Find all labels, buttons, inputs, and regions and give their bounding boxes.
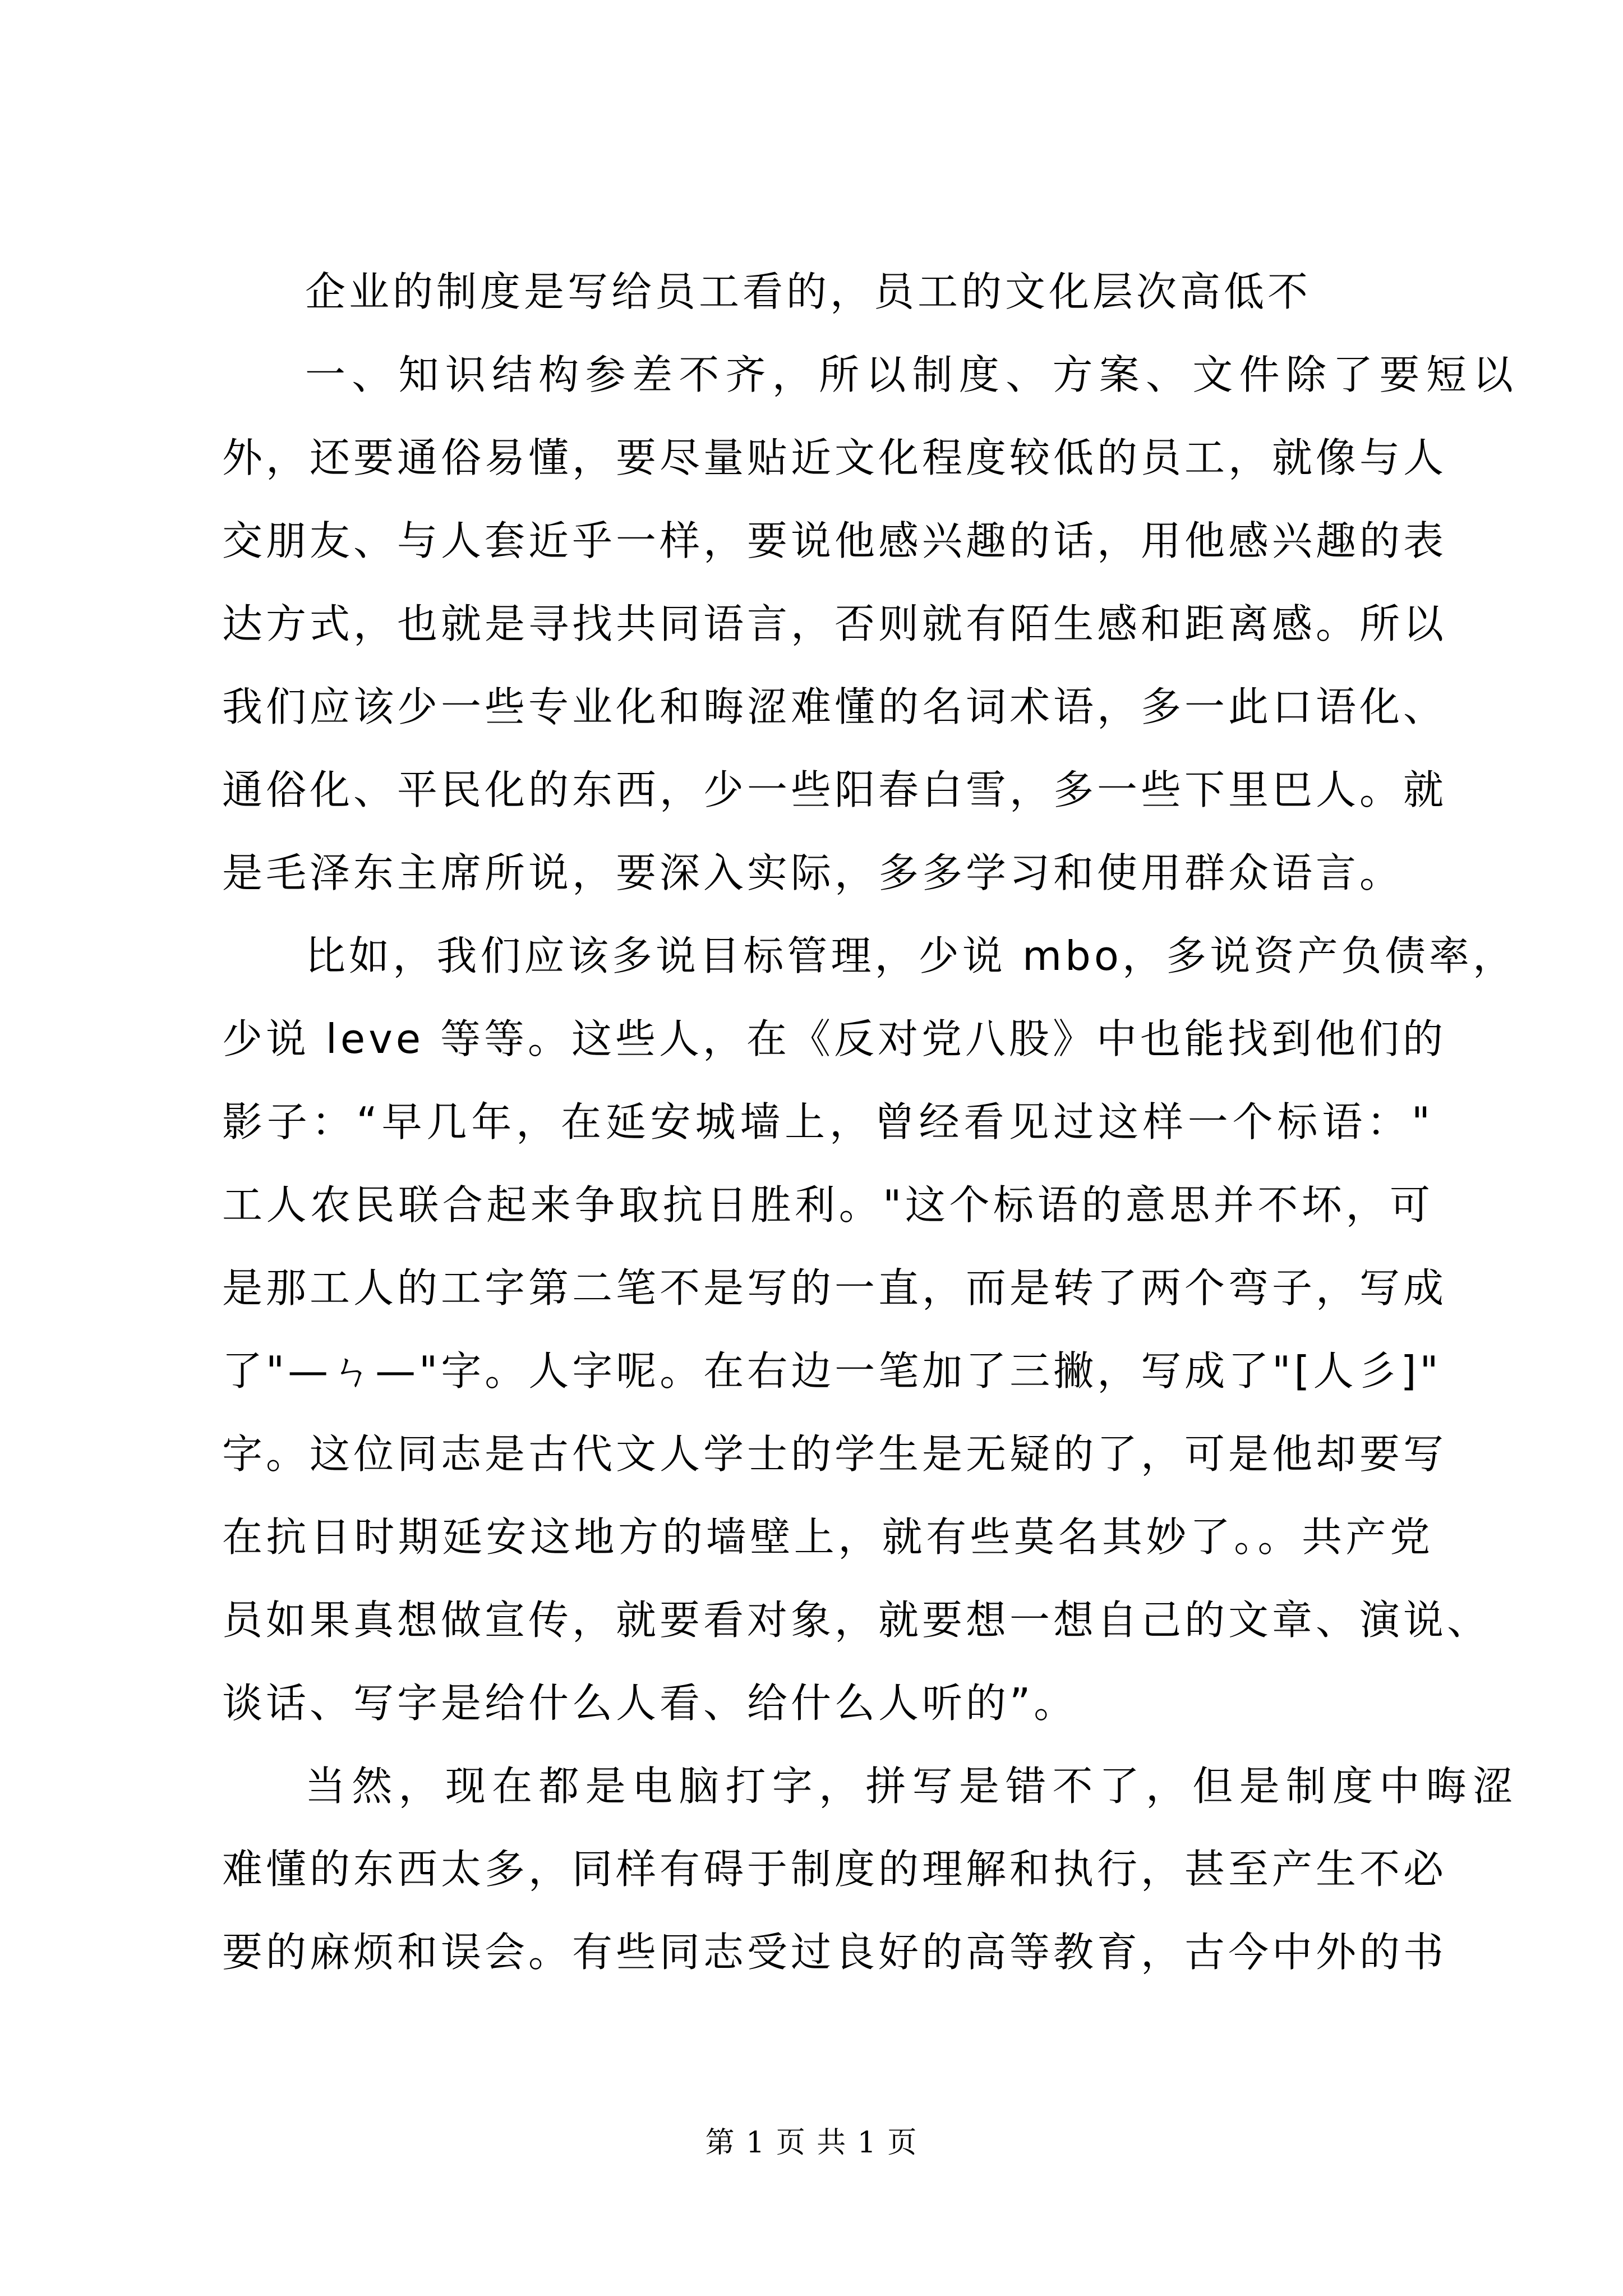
paragraph-line: 一、知识结构参差不齐，所以制度、方案、文件除了要短以 <box>305 351 1516 398</box>
paragraph-line: 谈话、写字是给什么人看、给什么人听的”。 <box>222 1680 1078 1727</box>
paragraph-line: 字。这位同志是古代文人学士的学生是无疑的了，可是他却要写 <box>222 1430 1447 1478</box>
paragraph-line: 难懂的东西太多，同样有碍于制度的理解和执行，甚至产生不必 <box>222 1846 1447 1893</box>
paragraph-line: 我们应该少一些专业化和晦涩难懂的名词术语，多一此口语化、 <box>222 683 1447 730</box>
paragraph-line: 外，还要通俗易懂，要尽量贴近文化程度较低的员工，就像与人 <box>222 434 1447 481</box>
paragraph-line: 当然，现在都是电脑打字，拼写是错不了，但是制度中晦涩 <box>305 1763 1516 1810</box>
paragraph-line: 了"—ㄣ—"字。人字呢。在右边一笔加了三撇，写成了"[人彡]" <box>222 1347 1442 1395</box>
paragraph-line: 是毛泽东主席所说，要深入实际，多多学习和使用群众语言。 <box>222 849 1404 896</box>
paragraph-line: 企业的制度是写给员工看的，员工的文化层次高低不 <box>305 268 1312 315</box>
paragraph-line: 在抗日时期延安这地方的墙壁上，就有些莫名其妙了。。共产党 <box>222 1513 1433 1561</box>
paragraph-line: 工人农民联合起来争取抗日胜利。"这个标语的意思并不坏，可 <box>222 1181 1433 1228</box>
paragraph-line: 达方式，也就是寻找共同语言，否则就有陌生感和距离感。所以 <box>222 600 1447 647</box>
paragraph-line: 少说 leve 等等。这些人，在《反对党八股》中也能找到他们的 <box>222 1015 1446 1062</box>
paragraph-line: 交朋友、与人套近乎一样，要说他感兴趣的话，用他感兴趣的表 <box>222 517 1447 564</box>
page-footer: 第 1 页 共 1 页 <box>705 2126 918 2160</box>
paragraph-line: 比如，我们应该多说目标管理，少说 mbo，多说资产负债率， <box>305 932 1516 979</box>
paragraph-line: 通俗化、平民化的东西，少一些阳春白雪，多一些下里巴人。就 <box>222 766 1447 813</box>
paragraph-line: 是那工人的工字第二笔不是写的一直，而是转了两个弯子，写成 <box>222 1264 1447 1312</box>
paragraph-line: 员如果真想做宣传，就要看对象，就要想一想自己的文章、演说、 <box>222 1596 1491 1644</box>
paragraph-line: 影子：“早几年，在延安城墙上，曾经看见过这样一个标语：" <box>222 1098 1433 1145</box>
paragraph-line: 要的麻烦和误会。有些同志受过良好的高等教育，古今中外的书 <box>222 1929 1447 1976</box>
